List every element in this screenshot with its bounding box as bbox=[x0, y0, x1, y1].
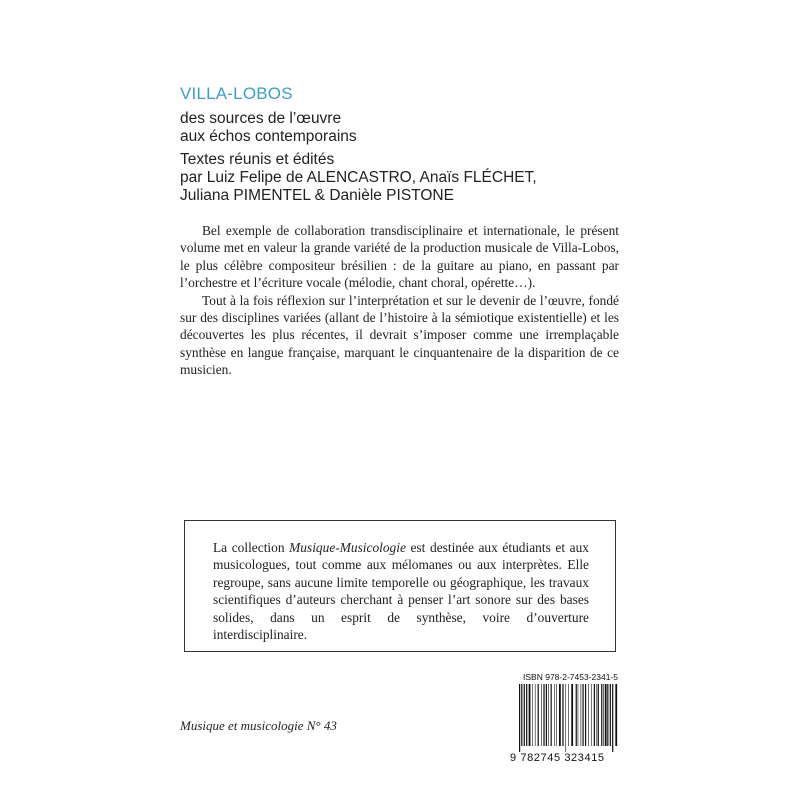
isbn-label: ISBN 978-2-7453-2341-5 bbox=[523, 672, 618, 682]
collection-name: Musique-Musicologie bbox=[289, 540, 406, 555]
series-label: Musique et musicologie N° 43 bbox=[180, 718, 337, 733]
collection-description bbox=[213, 539, 589, 643]
description-paragraph-2: Tout à la fois réflexion sur l’interprétation et sur le devenir de l’œuvre, fondé sur des disciplines variées (allant de l’histoire à la sémiotique existentielle) et les découvertes les plus récentes, il devrait s’imposer comme une irremplaçable synthèse en langue française, marquant le cinquantenaire de la disparition de ce musicien. bbox=[180, 292, 619, 378]
collection-text-before: La collection bbox=[213, 540, 290, 555]
description-paragraph-1: Bel exemple de collaboration transdisciplinaire et internationale, le présent volume met en valeur la grande variété de la production musicale de Villa-Lobos, le plus célèbre compositeur brésilien : de la guitare au piano, en passant par l’orchestre et l’écriture vocale (mélodie, chant choral, opérette…). bbox=[180, 223, 619, 291]
editors-line-3: Juliana PIMENTEL & Danièle PISTONE bbox=[180, 187, 454, 204]
description bbox=[180, 222, 619, 379]
collection-text-after: est destinée aux étudiants et aux musicologues, tout comme aux mélomanes ou aux interprètes. Elle regroupe, sans aucune limite temporelle ou géographique, les travaux scientifiques d’auteurs cherchant à penser l’art sonore sur des bases solides, dans un esprit de synthèse, voire d’ouverture interdisciplinaire. bbox=[213, 540, 589, 643]
collection-box bbox=[184, 520, 616, 652]
barcode-icon bbox=[518, 684, 618, 752]
subtitle-line-2: aux échos contemporains bbox=[180, 128, 357, 145]
isbn-digits: 9 782745 323415 bbox=[510, 752, 605, 764]
editors-line-1: Textes réunis et édités bbox=[180, 151, 335, 168]
book-title: VILLA-LOBOS bbox=[180, 84, 293, 103]
subtitle-line-1: des sources de l’œuvre bbox=[180, 110, 342, 127]
editors-line-2: par Luiz Felipe de ALENCASTRO, Anaïs FLÉCHET, bbox=[180, 169, 537, 186]
barcode-block bbox=[510, 672, 618, 764]
